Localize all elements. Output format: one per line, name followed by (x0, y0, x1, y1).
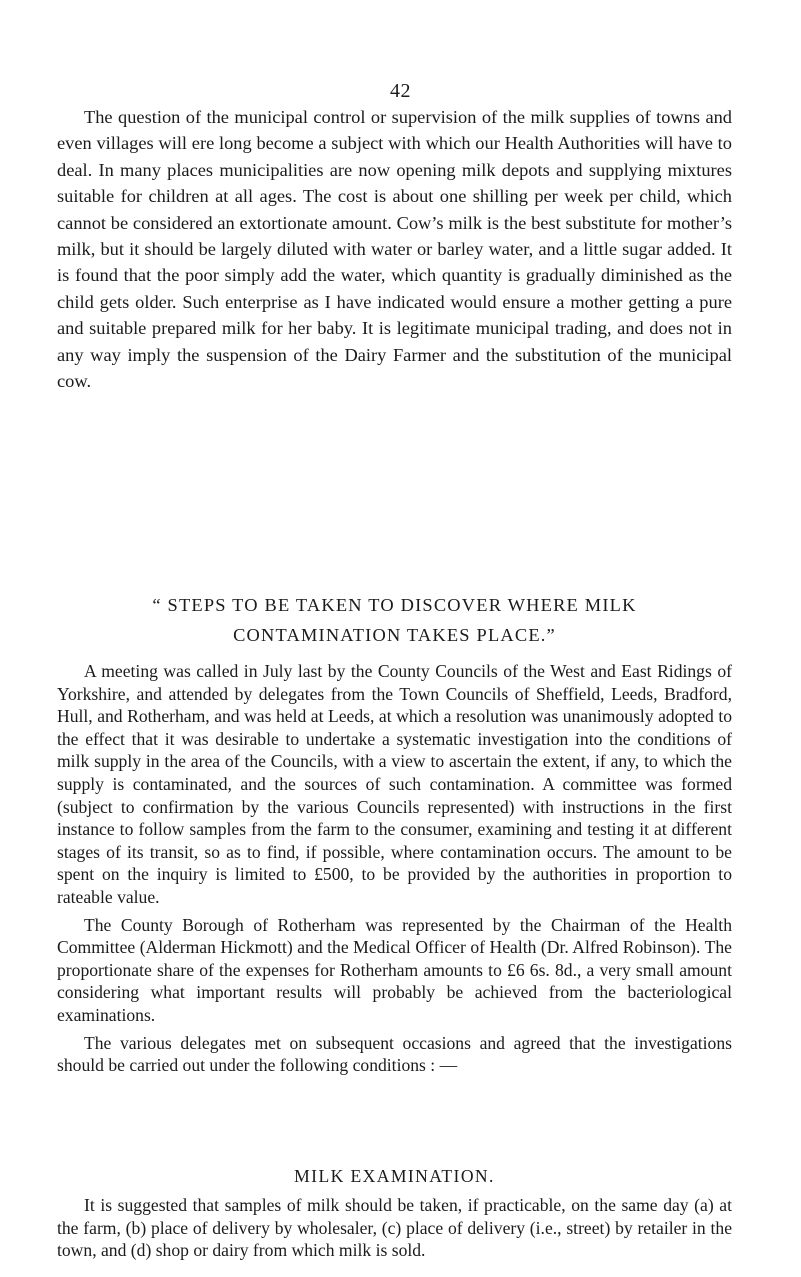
section-body (57, 660, 732, 1082)
intro-section (57, 104, 732, 394)
milk-examination-body (57, 1194, 732, 1262)
section-heading (57, 590, 732, 650)
delegates-paragraph: The various delegates met on subsequent occasions and agreed that the investigations should be carried out under the following conditions : — (57, 1032, 732, 1076)
section-heading-line-2: CONTAMINATION TAKES PLACE.” (233, 625, 556, 645)
samples-paragraph: It is suggested that samples of milk should be taken, if practicable, on the same day (a) at the farm, (b) place of delivery by wholesaler, (c) place of delivery (i.e., street) by retailer in the town, and (d) shop or dairy from which milk is sold. (57, 1195, 732, 1261)
page-number: 42 (390, 80, 411, 102)
meeting-paragraph: A meeting was called in July last by the County Councils of the West and East Ridings of Yorkshire, and attended by delegates from the Town Councils of Sheffield, Leeds, Bradford, Hull, and Rotherham, and was held at Leeds, at which a resolution was unanimously adopted to the effect that it was desirable to undertake a systematic investigation into the conditions of milk supply in the area of the Councils, with a view to ascertain the extent, if any, to which the supply is contaminated, and the sources of such contamination. A committee was formed (subject to confirmation by the various Councils represented) with instructions in the first instance to follow samples from the farm to the consumer, examining and testing it at different stages of its transit, so as to find, if possible, where contamination occurs. The amount to be spent on the inquiry is limited to £500, to be provided by the authorities in proportion to rateable value. (57, 661, 732, 907)
section-heading-line-1: “ STEPS TO BE TAKEN TO DISCOVER WHERE MILK (152, 595, 637, 615)
milk-examination-heading: MILK EXAMINATION. (294, 1166, 495, 1186)
intro-paragraph: The question of the municipal control or supervision of the milk supplies of towns and even villages will ere long become a subject with which our Health Authorities will have to deal. In many places municipalities are now opening milk depots and supplying mixtures suitable for children at all ages. The cost is about one shilling per week per child, which cannot be considered an extortionate amount. Cow’s milk is the best substitute for mother’s milk, but it should be largely diluted with water or barley water, and a little sugar added. It is found that the poor simply add the water, which quantity is gradually diminished as the child gets older. Such enterprise as I have indicated would ensure a mother getting a pure and suitable prepared milk for her baby. It is legitimate municipal trading, and does not in any way imply the suspension of the Dairy Farmer and the substitution of the municipal cow. (57, 107, 732, 392)
rotherham-paragraph: The County Borough of Rotherham was represented by the Chairman of the Health Committee (Alderman Hickmott) and the Medical Officer of Health (Dr. Alfred Robinson). The proportionate share of the expenses for Rotherham amounts to £6 6s. 8d., a very small amount considering what important results will probably be achieved from the bacteriological examinations. (57, 914, 732, 1025)
